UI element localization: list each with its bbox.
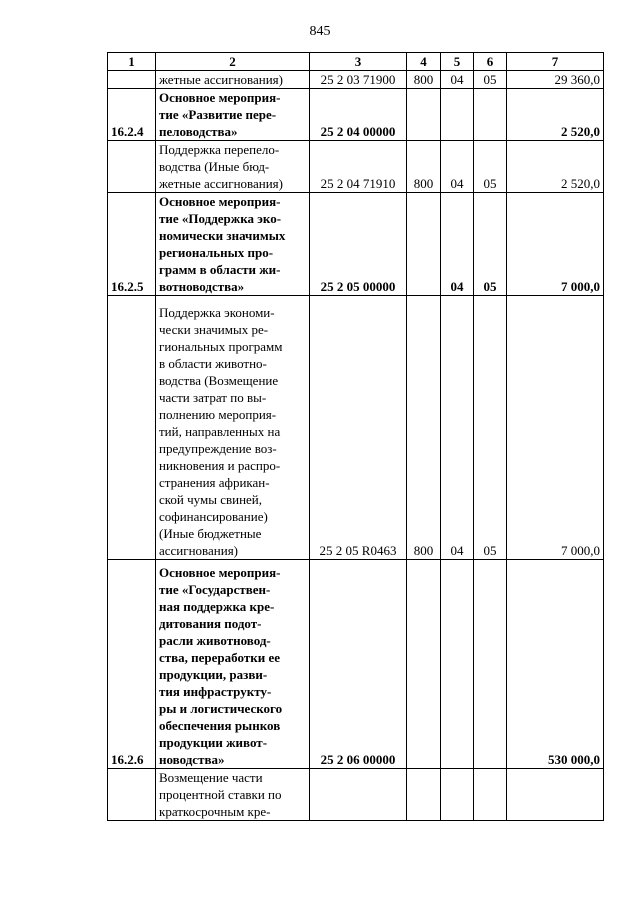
header-cell-7: 7 (507, 53, 604, 71)
row-number-cell (108, 769, 156, 821)
row-name-cell: Основное мероприя- тие «Государствен- ная поддержка кре- дитования подот- расли животновод- ства, переработки ее продукции, разви- тия инфраструкту- ры и логистического обеспечения рынков продукции живот- новодства» (156, 560, 310, 769)
row-col5-cell (441, 89, 474, 141)
table-row (108, 769, 604, 821)
header-cell-3: 3 (310, 53, 407, 71)
row-name-cell: Возмещение части процентной ставки по краткосрочным кре- (156, 769, 310, 821)
row-number-cell (108, 141, 156, 193)
row-col5-cell (441, 560, 474, 769)
row-col5-cell: 04 (441, 193, 474, 296)
header-cell-5: 5 (441, 53, 474, 71)
row-col5-cell (441, 769, 474, 821)
row-number-cell (108, 296, 156, 560)
table-row (108, 71, 604, 89)
row-col4-cell (407, 769, 441, 821)
row-number-cell: 16.2.5 (108, 193, 156, 296)
row-col4-cell: 800 (407, 71, 441, 89)
header-cell-6: 6 (474, 53, 507, 71)
row-col4-cell (407, 193, 441, 296)
row-name-cell: Основное мероприя- тие «Поддержка эко- номически значимых региональных про- грамм в области жи- вотноводства» (156, 193, 310, 296)
row-number-cell: 16.2.6 (108, 560, 156, 769)
table-row (108, 296, 604, 560)
row-code-cell (310, 769, 407, 821)
row-col5-cell: 04 (441, 71, 474, 89)
table-header-row (108, 53, 604, 71)
row-col6-cell: 05 (474, 141, 507, 193)
row-amount-cell: 7 000,0 (507, 193, 604, 296)
header-cell-1: 1 (108, 53, 156, 71)
row-col4-cell: 800 (407, 296, 441, 560)
row-name-cell: Поддержка экономи- чески значимых ре- гиональных программ в области животно- водства (Возмещение части затрат по вы- полнению мероприя- тий, направленных на предупреждение воз- никновения и распро- странения африкан- ской чумы свиней, софинансирование) (Иные бюджетные ассигнования) (156, 296, 310, 560)
row-code-cell: 25 2 05 R0463 (310, 296, 407, 560)
row-amount-cell: 2 520,0 (507, 141, 604, 193)
header-cell-4: 4 (407, 53, 441, 71)
row-col6-cell: 05 (474, 296, 507, 560)
row-amount-cell: 530 000,0 (507, 560, 604, 769)
table-row (108, 560, 604, 769)
row-amount-cell: 29 360,0 (507, 71, 604, 89)
row-col4-cell: 800 (407, 141, 441, 193)
row-col5-cell: 04 (441, 296, 474, 560)
row-col6-cell: 05 (474, 193, 507, 296)
row-name-cell: Поддержка перепело- водства (Иные бюд- жетные ассигнования) (156, 141, 310, 193)
row-col6-cell: 05 (474, 71, 507, 89)
page-number: 845 (309, 24, 331, 39)
row-code-cell: 25 2 03 71900 (310, 71, 407, 89)
row-col4-cell (407, 89, 441, 141)
table-row (108, 193, 604, 296)
row-col6-cell (474, 89, 507, 141)
row-amount-cell (507, 769, 604, 821)
row-amount-cell: 7 000,0 (507, 296, 604, 560)
row-amount-cell: 2 520,0 (507, 89, 604, 141)
row-col6-cell (474, 769, 507, 821)
row-col5-cell: 04 (441, 141, 474, 193)
row-name-cell: жетные ассигнования) (156, 71, 310, 89)
row-code-cell: 25 2 05 00000 (310, 193, 407, 296)
header-cell-2: 2 (156, 53, 310, 71)
row-number-cell (108, 71, 156, 89)
row-code-cell: 25 2 06 00000 (310, 560, 407, 769)
row-name-cell: Основное мероприя- тие «Развитие пере- пеловодства» (156, 89, 310, 141)
row-col4-cell (407, 560, 441, 769)
row-code-cell: 25 2 04 00000 (310, 89, 407, 141)
table-row (108, 141, 604, 193)
row-number-cell: 16.2.4 (108, 89, 156, 141)
budget-table (107, 52, 604, 821)
row-code-cell: 25 2 04 71910 (310, 141, 407, 193)
table-row (108, 89, 604, 141)
row-col6-cell (474, 560, 507, 769)
